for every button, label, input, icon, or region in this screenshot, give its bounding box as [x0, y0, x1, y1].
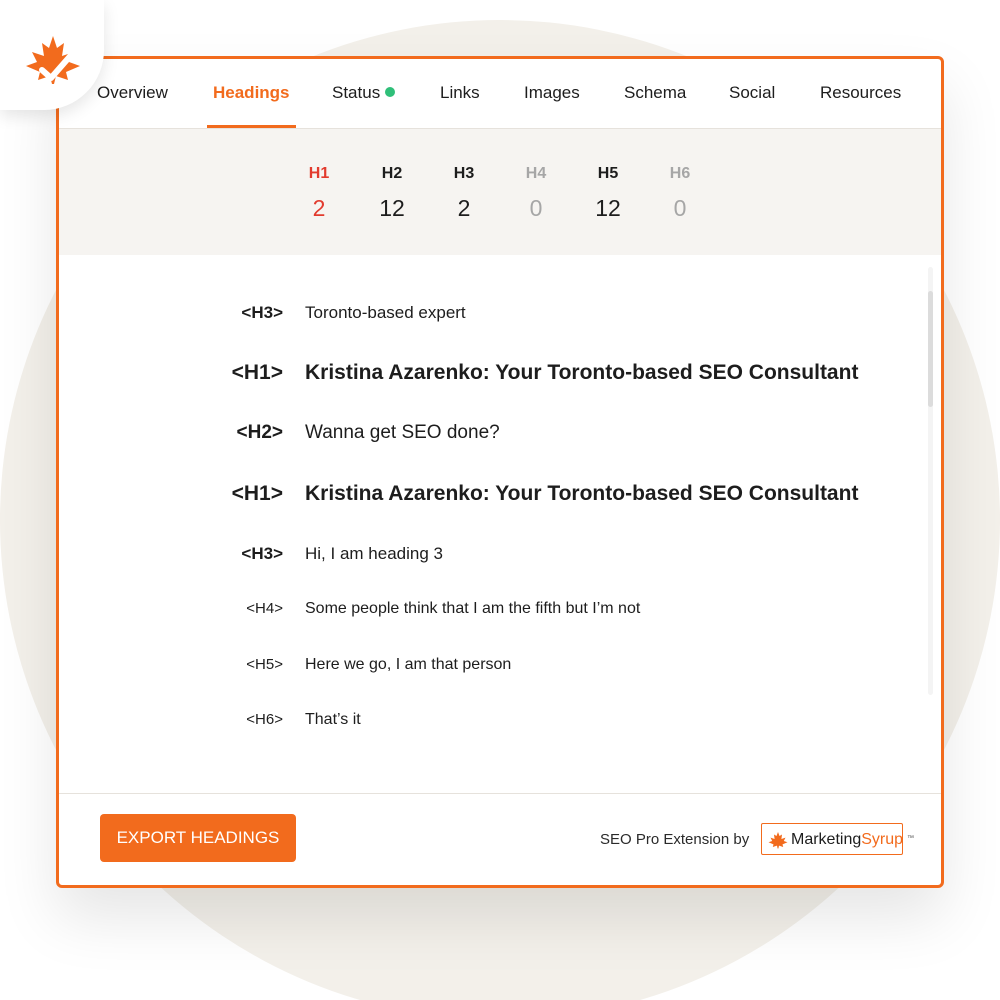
count-label: H3 [453, 165, 475, 182]
count-label: H5 [597, 165, 619, 182]
heading-tag: <H3> [241, 544, 283, 563]
heading-counts [59, 129, 941, 255]
heading-tag: <H5> [246, 656, 283, 673]
maple-leaf-icon [768, 831, 788, 849]
footer [59, 793, 941, 885]
count-value: 12 [379, 195, 405, 221]
tab-overview[interactable]: Overview [97, 83, 168, 102]
heading-text: Kristina Azarenko: Your Toronto-based SEO Consultant [305, 482, 859, 505]
count-value: 0 [673, 195, 687, 221]
count-value: 2 [457, 195, 471, 221]
count-value: 0 [529, 195, 543, 221]
heading-tag: <H2> [236, 422, 283, 443]
heading-tag: <H1> [231, 482, 283, 505]
count-label: H6 [669, 165, 691, 182]
heading-tag: <H3> [241, 303, 283, 322]
tab-resources[interactable]: Resources [820, 83, 902, 102]
tab-status-label: Status [332, 83, 381, 102]
tab-headings[interactable]: Headings [213, 83, 290, 102]
heading-text: Some people think that I am the fifth but I’m not [305, 600, 641, 617]
heading-text: Hi, I am heading 3 [305, 544, 443, 563]
trademark-symbol: ™ [907, 835, 914, 842]
tab-schema[interactable]: Schema [624, 83, 687, 102]
wordmark-part-2: Syrup [861, 831, 904, 848]
tab-links[interactable]: Links [440, 83, 480, 102]
count-label: H2 [381, 165, 403, 182]
heading-tag: <H4> [246, 600, 283, 617]
export-headings-button[interactable]: EXPORT HEADINGS [100, 814, 296, 862]
count-value: 12 [595, 195, 621, 221]
count-label: H1 [308, 165, 330, 182]
count-value: 2 [312, 195, 326, 221]
active-tab-indicator [207, 125, 296, 128]
scrollbar-thumb[interactable] [928, 291, 933, 407]
count-label: H4 [525, 165, 547, 182]
heading-text: Wanna get SEO done? [305, 422, 500, 443]
heading-tag: <H6> [246, 711, 283, 728]
maple-leaf-check-icon [24, 34, 82, 86]
marketingsyrup-wordmark [791, 831, 903, 849]
heading-text: That’s it [305, 711, 361, 728]
tab-images[interactable]: Images [524, 83, 580, 102]
marketingsyrup-logo[interactable] [761, 823, 914, 855]
tab-status[interactable] [332, 83, 395, 103]
heading-text: Toronto-based expert [305, 303, 466, 322]
credit-text: SEO Pro Extension by [600, 831, 750, 848]
status-ok-dot-icon [385, 87, 395, 97]
heading-text: Here we go, I am that person [305, 656, 512, 673]
seo-panel [56, 56, 944, 888]
heading-tag: <H1> [231, 361, 283, 384]
tab-social[interactable]: Social [729, 83, 776, 102]
tab-bar [59, 59, 941, 129]
heading-text: Kristina Azarenko: Your Toronto-based SEO Consultant [305, 361, 859, 384]
wordmark-part-1: Marketing [791, 831, 862, 848]
headings-list [59, 255, 941, 799]
